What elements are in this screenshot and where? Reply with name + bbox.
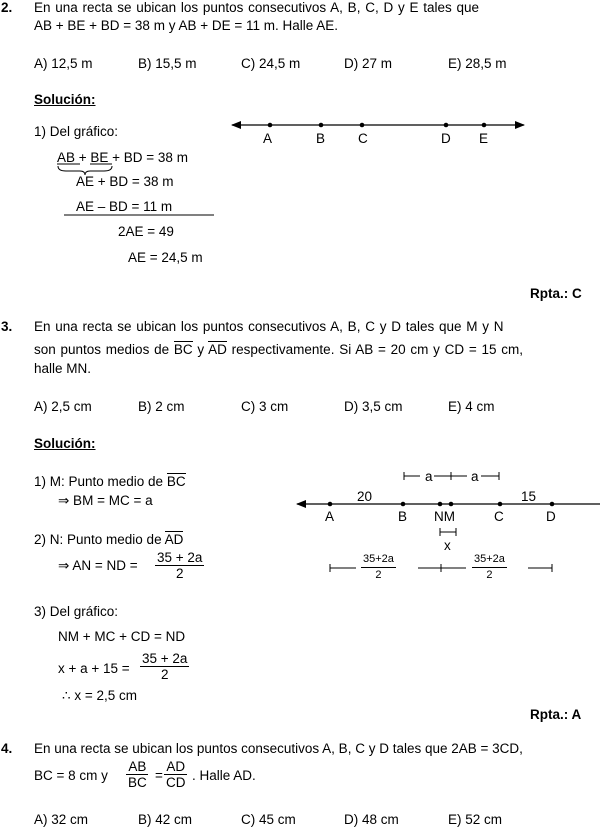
problem-statement: En una recta se ubican los puntos consecutivos A, B, C, D y E tales que <box>34 0 479 15</box>
point-c <box>360 123 365 128</box>
point-d <box>444 123 449 128</box>
option-e: E) 4 cm <box>448 399 495 414</box>
brace-icon <box>58 166 112 175</box>
equation-line-1: AB + BE + BD = 38 m <box>57 150 188 165</box>
equation-line-2: x + a + 15 = <box>58 661 130 676</box>
segment-halves <box>330 564 552 572</box>
segment-ad: AD <box>208 342 227 357</box>
number-line-p2 <box>231 121 525 129</box>
equation-line-2: AE + BD = 38 m <box>76 174 174 189</box>
problem-statement: En una recta se ubican los puntos consecutivos A, B, C y D tales que 2AB = 3CD, <box>34 741 523 756</box>
point-b <box>401 502 406 507</box>
point-label-a: A <box>325 509 335 524</box>
fraction: $\frac{AD}{CD}$ <box>166 759 186 790</box>
option-e: E) 52 cm <box>448 812 503 827</box>
fraction: $\frac{AB}{BC}$ <box>128 759 147 790</box>
point-label-e: E <box>479 131 489 146</box>
problem-number: 4. <box>1 741 13 756</box>
option-b: B) 15,5 m <box>138 56 197 71</box>
point-label-a: A <box>263 131 273 146</box>
option-e: E) 28,5 m <box>448 56 507 71</box>
fraction: $\frac{35 + 2a}{2}$ <box>142 651 188 682</box>
point-d <box>550 502 555 507</box>
point-label-d: D <box>441 131 451 146</box>
point-m <box>449 502 454 507</box>
option-c: C) 3 cm <box>241 399 289 414</box>
equation-result: AE = 24,5 m <box>128 250 203 265</box>
point-b <box>319 123 324 128</box>
point-a <box>268 123 273 128</box>
equation-result: ∴ x = 2,5 cm <box>62 688 137 703</box>
segment-bc: BC <box>173 342 193 357</box>
segment-label-x: x <box>444 538 451 553</box>
equals-sign: = <box>155 768 163 783</box>
solution-title: Solución: <box>34 92 96 107</box>
step-1: 1) M: Punto medio de BC <box>34 474 186 489</box>
number-line-p3 <box>296 500 600 508</box>
option-b: B) 42 cm <box>138 812 193 827</box>
problem-statement: BC = 8 cm y <box>34 768 108 783</box>
point-label-d: D <box>546 509 556 524</box>
problem-number: 3. <box>1 319 13 334</box>
option-d: D) 27 m <box>344 56 393 71</box>
arrow-right-icon <box>515 121 525 129</box>
answer: Rpta.: C <box>530 286 582 301</box>
point-label-b: B <box>316 131 326 146</box>
segment-x-mark <box>440 528 456 536</box>
equation-line-3: AE – BD = 11 m <box>76 199 173 214</box>
option-d: D) 48 cm <box>344 812 399 827</box>
point-label-c: C <box>358 131 368 146</box>
fraction: $\frac{35+2a}{2}$ <box>474 553 505 581</box>
point-a <box>328 502 333 507</box>
segment-label-cd: 15 <box>521 489 537 504</box>
point-label-c: C <box>494 509 504 524</box>
option-a: A) 12,5 m <box>34 56 93 71</box>
problem-statement: AB + BE + BD = 38 m y AB + DE = 11 m. Halle AE. <box>34 18 339 33</box>
option-a: A) 32 cm <box>34 812 89 827</box>
arrow-left-icon <box>231 121 241 129</box>
point-label-b: B <box>398 509 408 524</box>
solution-title: Solución: <box>34 436 96 451</box>
fraction: $\frac{35 + 2a}{2}$ <box>157 550 203 581</box>
segment-label-a: a <box>425 469 433 484</box>
fraction: $\frac{35+2a}{2}$ <box>363 553 394 581</box>
segment-label-a: a <box>471 469 479 484</box>
point-label-nm: NM <box>434 509 455 524</box>
point-c <box>498 502 503 507</box>
problem-number: 2. <box>1 0 13 15</box>
answer: Rpta.: A <box>530 707 582 722</box>
segment-label-ab: 20 <box>357 489 373 504</box>
option-c: C) 45 cm <box>241 812 296 827</box>
problem-statement: . Halle AD. <box>192 768 256 783</box>
step-1-result: ⇒ BM = MC = a <box>58 493 153 508</box>
point-e <box>482 123 487 128</box>
option-a: A) 2,5 cm <box>34 399 92 414</box>
option-c: C) 24,5 m <box>241 56 301 71</box>
option-b: B) 2 cm <box>138 399 185 414</box>
segment-a-marks <box>404 472 499 480</box>
equation-line-4: 2AE = 49 <box>118 224 174 239</box>
step-1: 1) Del gráfico: <box>34 124 119 139</box>
equation-line-1: NM + MC + CD = ND <box>58 629 186 644</box>
arrow-left-icon <box>296 500 306 508</box>
option-d: D) 3,5 cm <box>344 399 403 414</box>
step-3: 3) Del gráfico: <box>34 604 119 619</box>
point-n <box>438 502 443 507</box>
problem-statement: En una recta se ubican los puntos consecutivos A, B, C y D tales que M y N <box>34 319 504 334</box>
problem-statement: son puntos medios de BC y AD respectivamente. Si AB = 20 cm y CD = 15 cm, <box>34 342 524 357</box>
step-2-result: ⇒ AN = ND = <box>58 558 138 573</box>
problem-statement: halle MN. <box>34 361 92 376</box>
step-2: 2) N: Punto medio de AD <box>34 532 184 547</box>
